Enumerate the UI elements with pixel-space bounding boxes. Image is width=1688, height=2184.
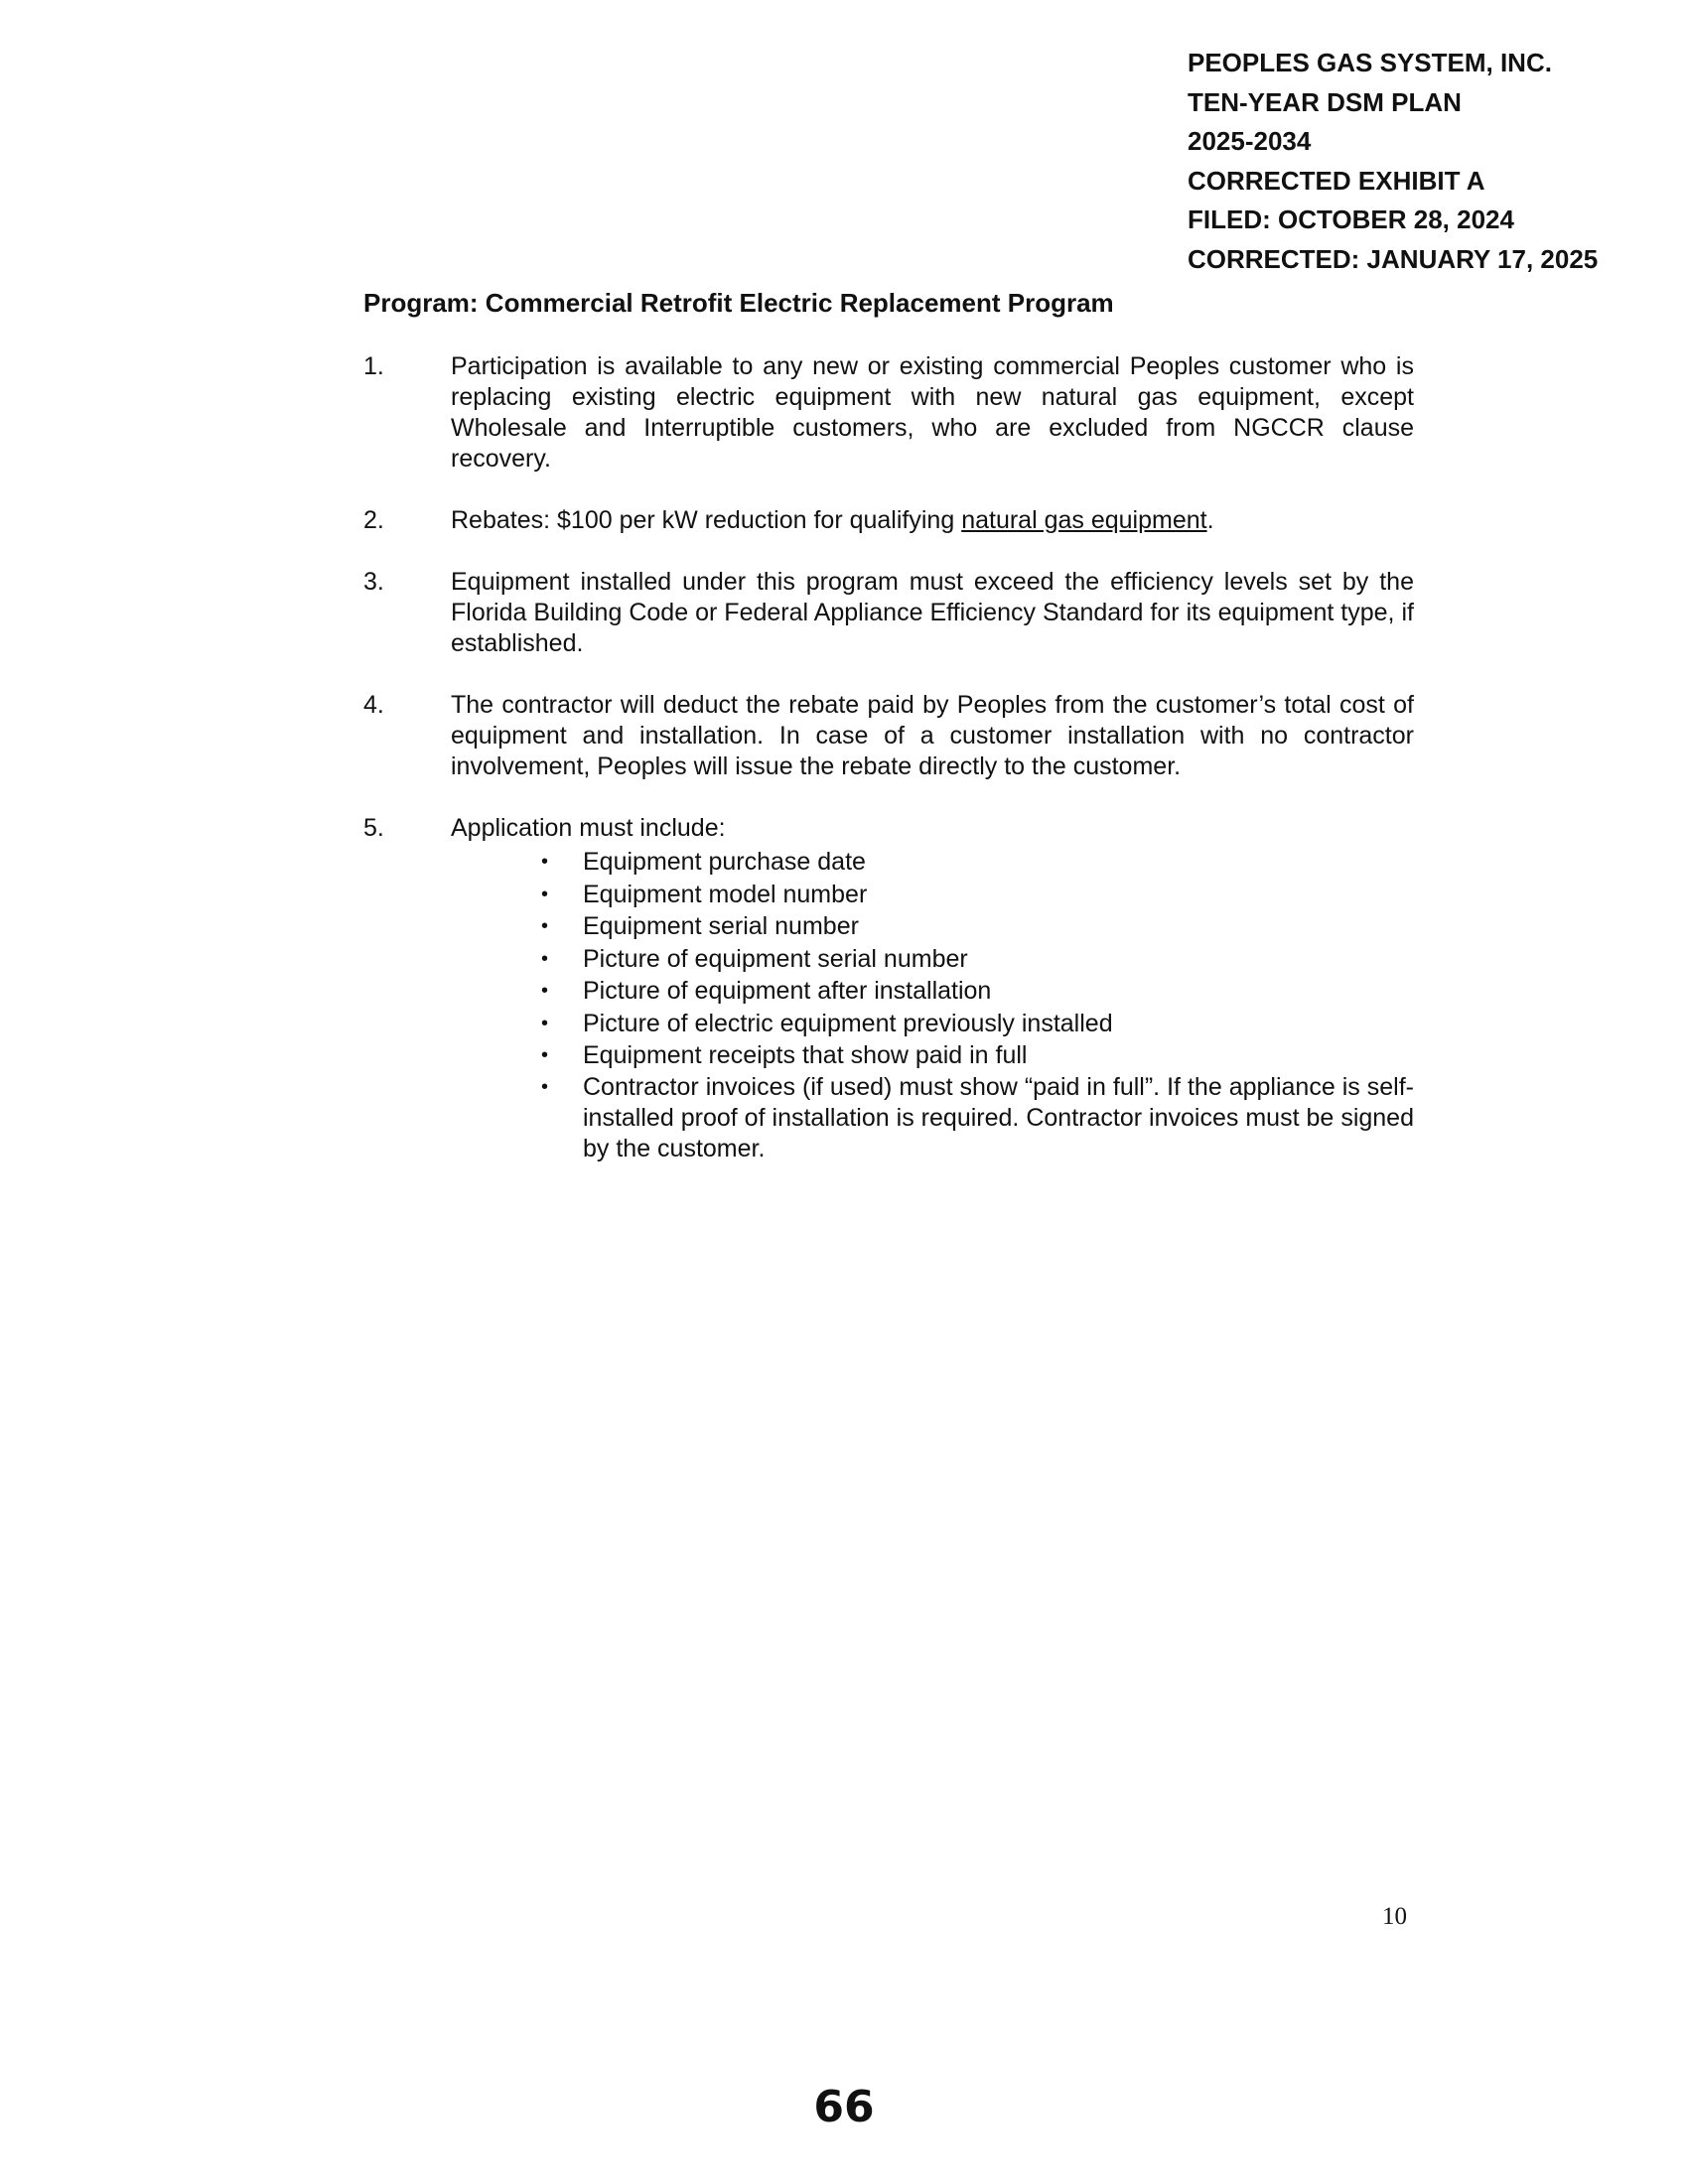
- bullet-icon: •: [541, 1075, 549, 1098]
- item-text: [451, 505, 1414, 536]
- item-text: The contractor will deduct the rebate paid by Peoples from the customer’s total cost of equipment and installation. In case of a customer installation with no contractor involvement, Peoples will issue the rebate directly to the customer.: [451, 691, 1414, 780]
- requirement-item: [541, 1039, 1414, 1072]
- item-number: 2.: [363, 506, 384, 534]
- rebate-text: Rebates: $100 per kW reduction for qualifying: [451, 506, 962, 534]
- application-requirements-list: [451, 846, 1414, 1164]
- requirement-text: Picture of electric equipment previously installed: [583, 1009, 1113, 1037]
- item-number: 3.: [363, 568, 384, 596]
- natural-gas-equipment-link: natural gas equipment: [961, 506, 1207, 534]
- document-header: [1188, 44, 1598, 279]
- requirement-item: [541, 846, 1414, 879]
- bullet-icon: •: [541, 1044, 549, 1066]
- requirement-text: Equipment model number: [583, 880, 868, 908]
- item-number: 1.: [363, 352, 384, 380]
- requirement-item: [541, 943, 1414, 976]
- requirement-item: [541, 1072, 1414, 1164]
- requirement-item: [541, 1008, 1414, 1040]
- header-filed-date: FILED: OCTOBER 28, 2024: [1188, 205, 1514, 234]
- header-company: PEOPLES GAS SYSTEM, INC.: [1188, 48, 1552, 77]
- requirement-text: Equipment receipts that show paid in full: [583, 1041, 1028, 1069]
- requirement-item: [541, 910, 1414, 943]
- requirement-text: Equipment purchase date: [583, 848, 866, 876]
- bullet-icon: •: [541, 851, 549, 873]
- bates-page-stamp: 66: [813, 2082, 875, 2132]
- requirement-item: [541, 879, 1414, 911]
- program-items-list: [363, 351, 1414, 1195]
- bullet-icon: •: [541, 980, 549, 1002]
- list-item: [363, 813, 1414, 1164]
- item-number: 4.: [363, 691, 384, 719]
- requirement-text: Contractor invoices (if used) must show “paid in full”. If the appliance is self-installed proof of installation is required. Contractor invoices must be signed by the customer.: [583, 1072, 1414, 1162]
- requirement-item: [541, 975, 1414, 1008]
- header-plan-years: 2025-2034: [1188, 126, 1312, 156]
- list-item: [363, 505, 1414, 536]
- requirement-text: Equipment serial number: [583, 912, 859, 940]
- bullet-icon: •: [541, 883, 549, 905]
- item-text: Equipment installed under this program must exceed the efficiency levels set by the Florida Building Code or Federal Appliance Efficiency Standard for its equipment type, if established.: [451, 568, 1414, 657]
- page-number: 10: [1382, 1903, 1407, 1930]
- header-corrected-date: CORRECTED: JANUARY 17, 2025: [1188, 243, 1599, 274]
- bullet-icon: •: [541, 915, 549, 937]
- requirement-text: Picture of equipment after installation: [583, 977, 992, 1005]
- list-item: [363, 690, 1414, 782]
- rebate-text-end: .: [1206, 506, 1214, 534]
- bullet-icon: •: [541, 1012, 549, 1034]
- header-plan-title: TEN-YEAR DSM PLAN: [1188, 86, 1462, 117]
- item-text: Participation is available to any new or existing commercial Peoples customer who is replacing existing electric equipment with new natural gas equipment, except Wholesale and Interruptible customers, who are excluded from NGCCR clause recovery.: [451, 352, 1414, 473]
- header-exhibit: CORRECTED EXHIBIT A: [1188, 165, 1485, 196]
- item-number: 5.: [363, 814, 384, 842]
- item-text: Application must include:: [451, 814, 726, 842]
- list-item: [363, 567, 1414, 659]
- list-item: [363, 351, 1414, 475]
- requirement-text: Picture of equipment serial number: [583, 944, 968, 973]
- bullet-icon: •: [541, 947, 549, 970]
- program-title: Program: Commercial Retrofit Electric Replacement Program: [363, 288, 1114, 318]
